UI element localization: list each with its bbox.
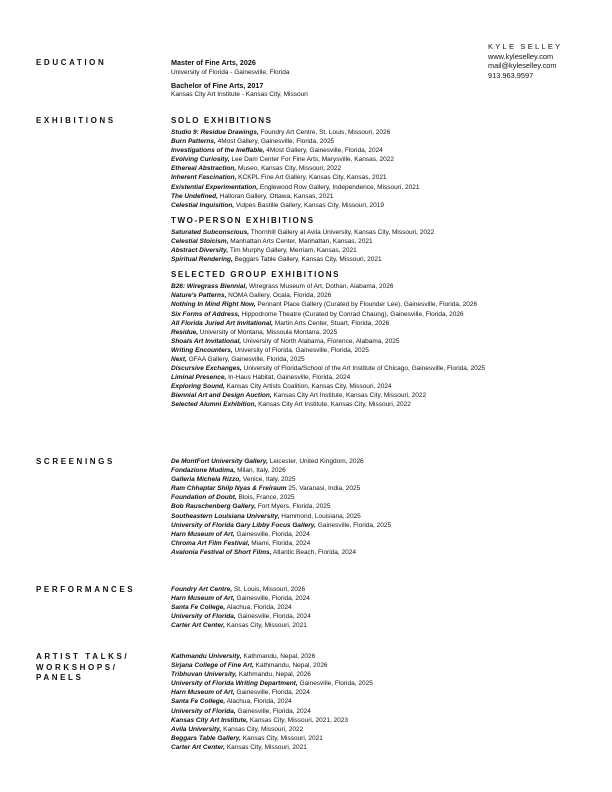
entry-detail: Fort Myers, Florida, 2025	[256, 503, 331, 511]
entry-detail: Kathmandu, Nepal, 2026	[237, 671, 311, 679]
entry-detail: Hippodrome Theatre (Curated by Conrad Chaung), Gainesville, Florida, 2026	[239, 310, 464, 318]
entry-detail: Kansas City Art Institute, Kansas City, Missouri, 2022	[271, 392, 427, 400]
entry-detail: St. Louis, Missouri, 2026	[232, 586, 306, 593]
list-item	[171, 364, 601, 373]
entry-detail: Venice, Italy, 2025	[241, 476, 296, 484]
list-item	[171, 594, 601, 603]
entry-title: Avalonia Festival of Short Films,	[171, 548, 272, 556]
entry-detail: University of North Alabama, Florence, Alabama, 2025	[241, 337, 400, 345]
list-item	[171, 328, 601, 337]
list-item	[171, 621, 601, 630]
talks-label	[36, 652, 156, 684]
education-entry	[171, 58, 601, 77]
list-item	[171, 679, 601, 688]
education-degree: Master of Fine Arts, 2026	[171, 58, 256, 67]
list-item	[171, 319, 601, 328]
contact-email[interactable]: mail@kyleselley.com	[488, 61, 557, 71]
entry-detail: Kansas City, Missouri, 2022	[221, 725, 304, 733]
entry-title: Sirjana College of Fine Art,	[171, 662, 254, 670]
entry-detail: Gainesville, Florida, 2025	[315, 521, 392, 529]
entry-detail: Thornhill Gallery at Avila University, Kansas City, Missouri, 2022	[249, 228, 435, 236]
list-item	[171, 457, 601, 466]
entry-title: Abstract Diversity,	[171, 247, 229, 255]
entry-detail: Wiregrass Museum of Art, Dothan, Alabama, 2026	[247, 283, 394, 291]
entry-title: Liminal Presence,	[171, 374, 227, 382]
list-item	[171, 548, 601, 557]
list-item	[171, 697, 601, 706]
entry-detail: Blois, France, 2025	[236, 494, 295, 502]
entry-title: Inherent Fascination,	[171, 174, 237, 182]
list-item	[171, 707, 601, 716]
two-person-exhibitions-list	[171, 228, 601, 264]
entry-title: Foundation of Doubt,	[171, 494, 237, 502]
entry-detail: Alachua, Florida, 2024	[225, 698, 292, 706]
entry-title: Biennial Art and Design Auction,	[171, 392, 272, 400]
entry-detail: Kathmandu, Nepal, 2026	[253, 662, 328, 670]
entry-title: Carter Art Center,	[171, 743, 225, 751]
entry-detail: Miami, Florida, 2024	[249, 539, 311, 547]
entry-title: Avila University,	[171, 725, 222, 733]
entry-title: Six Forms of Address,	[171, 310, 240, 318]
list-item	[171, 466, 601, 475]
entry-title: Harn Museum of Art,	[171, 530, 235, 538]
list-item	[171, 346, 601, 355]
list-item	[171, 173, 601, 182]
exhibitions-label: EXHIBITIONS	[36, 116, 116, 125]
entry-detail: GFAA Gallery, Gainesville, Florida, 2025	[186, 355, 305, 363]
talks-list	[171, 652, 601, 752]
list-item	[171, 661, 601, 670]
entry-detail: Kansas City, Missouri, 2021	[224, 622, 307, 630]
list-item	[171, 688, 601, 697]
entry-detail: Leicester, United Kingdom, 2026	[267, 458, 364, 465]
entry-title: B26: Wiregrass Biennial,	[171, 283, 248, 291]
list-item	[171, 128, 601, 137]
group-exhibitions-heading: SELECTED GROUP EXHIBITIONS	[171, 270, 341, 280]
list-item	[171, 391, 601, 400]
entry-detail: Gainesville, Florida, 2024	[235, 707, 311, 715]
list-item	[171, 291, 601, 300]
entry-title: Spiritual Rendering,	[171, 256, 233, 264]
list-item	[171, 493, 601, 502]
entry-title: Harn Museum of Art,	[171, 595, 235, 603]
entry-title: Saturated Subconscious,	[171, 228, 250, 236]
entry-title: Beggars Table Gallery,	[171, 734, 241, 742]
entry-title: Burn Patterns,	[171, 138, 216, 146]
group-exhibitions	[171, 270, 601, 409]
entry-detail: Kansas City, Missouri, 2021	[224, 743, 307, 751]
entry-detail: 4Most Gallery, Gainesville, Florida, 2025	[215, 138, 335, 146]
entry-title: All Florida Juried Art Invitational,	[171, 319, 273, 327]
entry-detail: Manhattan Arts Center, Manhattan, Kansas, 2021	[228, 237, 373, 245]
list-item	[171, 530, 601, 539]
list-item	[171, 743, 601, 752]
entry-detail: Tim Murphy Gallery, Merriam, Kansas, 2021	[228, 247, 357, 255]
entry-detail: Martin Arts Center, Stuart, Florida, 2026	[272, 319, 390, 327]
entry-detail: Vulpes Bastille Gallery, Kansas City, Missouri, 2019	[234, 201, 385, 209]
list-item	[171, 670, 601, 679]
entry-title: Next,	[171, 355, 187, 363]
talks-label-line: WORKSHOPS/	[36, 662, 118, 672]
entry-title: Fondazione Mudima,	[171, 467, 236, 475]
entry-title: Celestial Stoicism,	[171, 237, 229, 245]
talks-label-line: ARTIST TALKS/	[36, 652, 130, 661]
talks-body	[171, 652, 601, 752]
entry-detail: Kansas City Art Institute, Kansas City, Missouri, 2022	[256, 401, 411, 409]
list-item	[171, 237, 601, 246]
entry-detail: 4Most Gallery, Gainesville, Florida, 2024	[264, 147, 383, 155]
entry-title: University of Florida,	[171, 707, 236, 715]
list-item	[171, 137, 601, 146]
list-item	[171, 192, 601, 201]
list-item	[171, 585, 601, 594]
entry-detail: Atlantic Beach, Florida, 2024	[271, 548, 356, 556]
entry-title: University of Florida Writing Department,	[171, 680, 298, 688]
entry-detail: Gainesville, Florida, 2024	[234, 595, 310, 603]
list-item	[171, 521, 601, 530]
entry-title: Ethereal Abstraction,	[171, 165, 237, 173]
list-item	[171, 228, 601, 237]
entry-detail: KCKPL Fine Art Gallery, Kansas City, Kansas, 2021	[236, 174, 387, 182]
entry-detail: University of Florida, Gainesville, Florida, 2025	[232, 346, 369, 354]
entry-title: Existential Experimentation,	[171, 183, 259, 191]
entry-detail: Gainesville, Florida, 2024	[234, 689, 310, 697]
list-item	[171, 725, 601, 734]
screenings-body	[171, 457, 601, 557]
list-item	[171, 164, 601, 173]
entry-detail: Pennant Place Gallery (Curated by Flounder Lee), Gainesville, Florida, 2026	[255, 301, 478, 309]
entry-title: De MontFort University Gallery,	[171, 458, 268, 465]
education-school: Kansas City Art Institute - Kansas City, Missouri	[171, 91, 308, 98]
list-item	[171, 512, 601, 521]
solo-exhibitions-heading: SOLO EXHIBITIONS	[171, 116, 273, 125]
entry-detail: Halloran Gallery, Ottawa, Kansas, 2021	[217, 192, 334, 200]
education-label: EDUCATION	[36, 58, 107, 67]
entry-title: Nothing In Mind Right Now,	[171, 301, 256, 309]
list-item	[171, 382, 601, 391]
entry-title: Harn Museum of Art,	[171, 689, 235, 697]
list-item	[171, 612, 601, 621]
entry-detail: Gainesville, Florida, 2024	[234, 530, 310, 538]
entry-title: Chroma Art Film Festival,	[171, 539, 250, 547]
entry-detail: In-Haus Habitat, Gainesville, Florida, 2024	[226, 374, 351, 382]
entry-detail: Gainesville, Florida, 2025	[297, 680, 373, 688]
entry-detail: Gainesville, Florida, 2024	[235, 613, 311, 621]
entry-title: Kansas City Art Institute,	[171, 716, 249, 724]
list-item	[171, 310, 601, 319]
entry-title: University of Florida Gary Libby Focus Gallery,	[171, 521, 316, 529]
solo-exhibitions	[171, 116, 601, 210]
list-item	[171, 255, 601, 264]
list-item	[171, 400, 601, 409]
entry-title: Bob Rauschenberg Gallery,	[171, 503, 257, 511]
entry-title: Galleria Michela Rizzo,	[171, 476, 242, 484]
list-item	[171, 734, 601, 743]
entry-title: Residue,	[171, 328, 199, 336]
entry-title: The Undefined,	[171, 192, 218, 200]
education-school: University of Florida - Gainesville, Florida	[171, 68, 290, 76]
entry-title: Shoals Art Invitational,	[171, 337, 242, 345]
performances-body	[171, 585, 601, 630]
performances-list	[171, 585, 601, 630]
list-item	[171, 246, 601, 255]
entry-detail: University of Montana, Missoula Montana, 2025	[198, 328, 338, 336]
entry-title: University of Florida,	[171, 613, 236, 621]
entry-detail: NOMA Gallery, Ocala, Florida, 2026	[226, 292, 332, 300]
education-degree: Bachelor of Fine Arts, 2017	[171, 80, 264, 90]
entry-title: Investigations of the Ineffable,	[171, 147, 265, 155]
entry-title: Studio 9: Residue Drawings,	[171, 129, 259, 136]
entry-detail: Kansas City, Missouri, 2021, 2023	[248, 716, 349, 724]
entry-title: Foundry Art Centre,	[171, 586, 233, 593]
list-item	[171, 502, 601, 511]
entry-detail: Lee Dam Center For Fine Arts, Marysville, Kansas, 2022	[229, 156, 395, 164]
two-person-exhibitions	[171, 216, 601, 264]
entry-detail: Milan, Italy, 2026	[235, 467, 286, 475]
list-item	[171, 155, 601, 164]
contact-phone: 913.963.9597	[488, 70, 534, 80]
entry-title: Writing Encounters,	[171, 346, 233, 354]
exhibitions-body	[171, 116, 601, 416]
entry-detail: Kansas City, Missouri, 2021	[240, 734, 323, 742]
entry-detail: Kathmandu, Nepal, 2026	[241, 653, 316, 660]
solo-exhibitions-list	[171, 128, 601, 210]
entry-title: Evolving Curiosity,	[171, 156, 230, 164]
list-item	[171, 337, 601, 346]
entry-title: Santa Fe College,	[171, 698, 226, 706]
list-item	[171, 282, 601, 291]
list-item	[171, 300, 601, 309]
performances-label: PERFORMANCES	[36, 585, 136, 594]
education-entry	[171, 81, 601, 100]
list-item	[171, 652, 601, 661]
entry-title: Carter Art Center,	[171, 622, 225, 630]
screenings-list	[171, 457, 601, 557]
list-item	[171, 146, 601, 155]
entry-title: Selected Alumni Exhibition,	[171, 401, 257, 409]
entry-detail: 25, Varanasi, India, 2025	[286, 485, 361, 493]
list-item	[171, 373, 601, 382]
entry-detail: Kansas City Artists Coalition, Kansas City, Missouri, 2024	[224, 383, 392, 391]
screenings-label: SCREENINGS	[36, 457, 115, 466]
entry-title: Santa Fe College,	[171, 604, 226, 612]
list-item	[171, 603, 601, 612]
list-item	[171, 475, 601, 484]
entry-title: Ram Chhaptar Shilp Nyas & Freiraum	[171, 485, 287, 493]
list-item	[171, 201, 601, 210]
list-item	[171, 484, 601, 493]
contact-website[interactable]: www.kyleselley.com	[488, 51, 554, 61]
entry-detail: University of Florida/School of the Art Institute of Chicago, Gainesville, Florida, 2025	[241, 365, 485, 373]
contact-name: KYLE SELLEY	[488, 42, 563, 51]
group-exhibitions-list	[171, 282, 601, 409]
entry-detail: Englewood Row Gallery, Independence, Missouri, 2021	[258, 183, 420, 191]
entry-title: Kathmandu University,	[171, 653, 242, 660]
entry-title: Tribhuvan University,	[171, 671, 238, 679]
talks-label-line: PANELS	[36, 673, 84, 682]
entry-detail: Foundry Art Centre, St. Louis, Missouri, 2026	[258, 129, 391, 136]
entry-title: Celestial Inquisition,	[171, 201, 235, 209]
entry-title: Southeastern Louisiana University,	[171, 512, 280, 520]
entry-detail: Hammond, Louisiana, 2025	[279, 512, 361, 520]
list-item	[171, 539, 601, 548]
entry-detail: Beggars Table Gallery, Kansas City, Missouri, 2021	[232, 256, 382, 264]
entry-title: Exploring Sound,	[171, 383, 225, 391]
list-item	[171, 183, 601, 192]
list-item	[171, 355, 601, 364]
entry-detail: Alachua, Florida, 2024	[225, 604, 292, 612]
list-item	[171, 716, 601, 725]
education-body	[171, 58, 601, 103]
two-person-exhibitions-heading: TWO-PERSON EXHIBITIONS	[171, 215, 315, 225]
entry-title: Nature's Patterns,	[171, 292, 227, 300]
entry-title: Discursive Exchanges,	[171, 365, 242, 373]
entry-detail: Museo, Kansas City, Missouri, 2022	[236, 165, 342, 173]
